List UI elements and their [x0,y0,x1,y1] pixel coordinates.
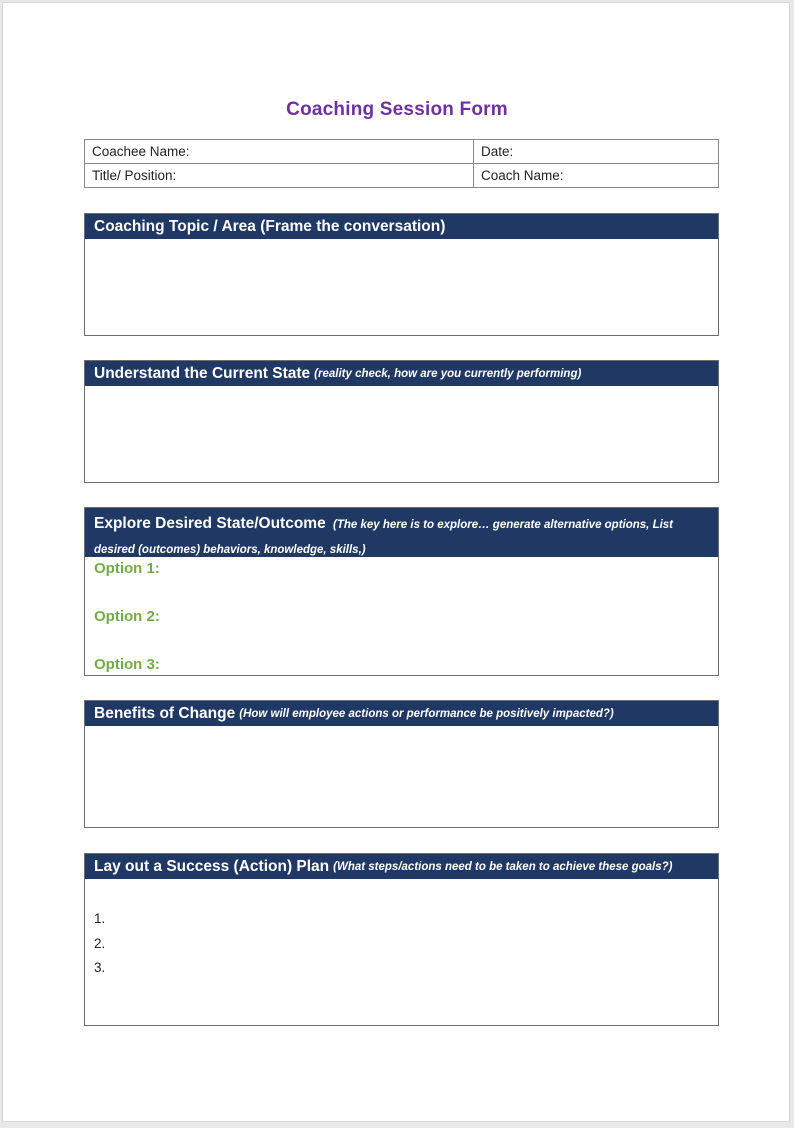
option-2[interactable]: Option 2: [94,608,160,625]
section-heading: Coaching Topic / Area (Frame the conversation) [94,217,446,235]
list-item[interactable]: 1. [94,911,106,926]
form-title: Coaching Session Form [286,99,508,120]
section-current-state [84,360,719,483]
info-row [85,164,719,188]
section-note: (What steps/actions need to be taken to achieve these goals?) [333,860,673,873]
section-body-benefits[interactable] [85,726,718,827]
document-page [2,2,790,1122]
section-desired-state [84,507,719,676]
section-note: (The key here is to explore… generate alternative options, List desired (outcomes) behaviors, knowledge, skills,) [94,519,674,556]
coachee-name-field[interactable]: Coachee Name: [85,140,474,164]
action-plan-list [85,879,718,981]
section-note: (How will employee actions or performance be positively impacted?) [239,707,614,720]
section-heading: Benefits of Change [94,704,236,722]
section-header [85,361,718,386]
section-header [85,701,718,726]
section-note: (reality check, how are you currently performing) [314,367,582,380]
title-position-field[interactable]: Title/ Position: [85,164,474,188]
section-heading: Lay out a Success (Action) Plan [94,857,330,875]
section-body-current-state[interactable] [85,386,718,482]
info-row [85,140,719,164]
date-field[interactable]: Date: [474,140,719,164]
section-action-plan [84,853,719,1026]
section-heading: Understand the Current State [94,364,311,382]
info-table [84,139,719,188]
coach-name-field[interactable]: Coach Name: [474,164,719,188]
section-benefits [84,700,719,828]
section-heading: Explore Desired State/Outcome [94,515,326,532]
list-item[interactable]: 2. [94,935,106,951]
section-header [85,854,718,879]
section-header [85,508,718,557]
options-list [85,557,718,675]
section-body-topic[interactable] [85,239,718,335]
option-3[interactable]: Option 3: [94,656,160,673]
section-coaching-topic [84,213,719,336]
list-item[interactable]: 3. [94,960,106,975]
section-header [85,214,718,239]
option-1[interactable]: Option 1: [94,560,160,577]
